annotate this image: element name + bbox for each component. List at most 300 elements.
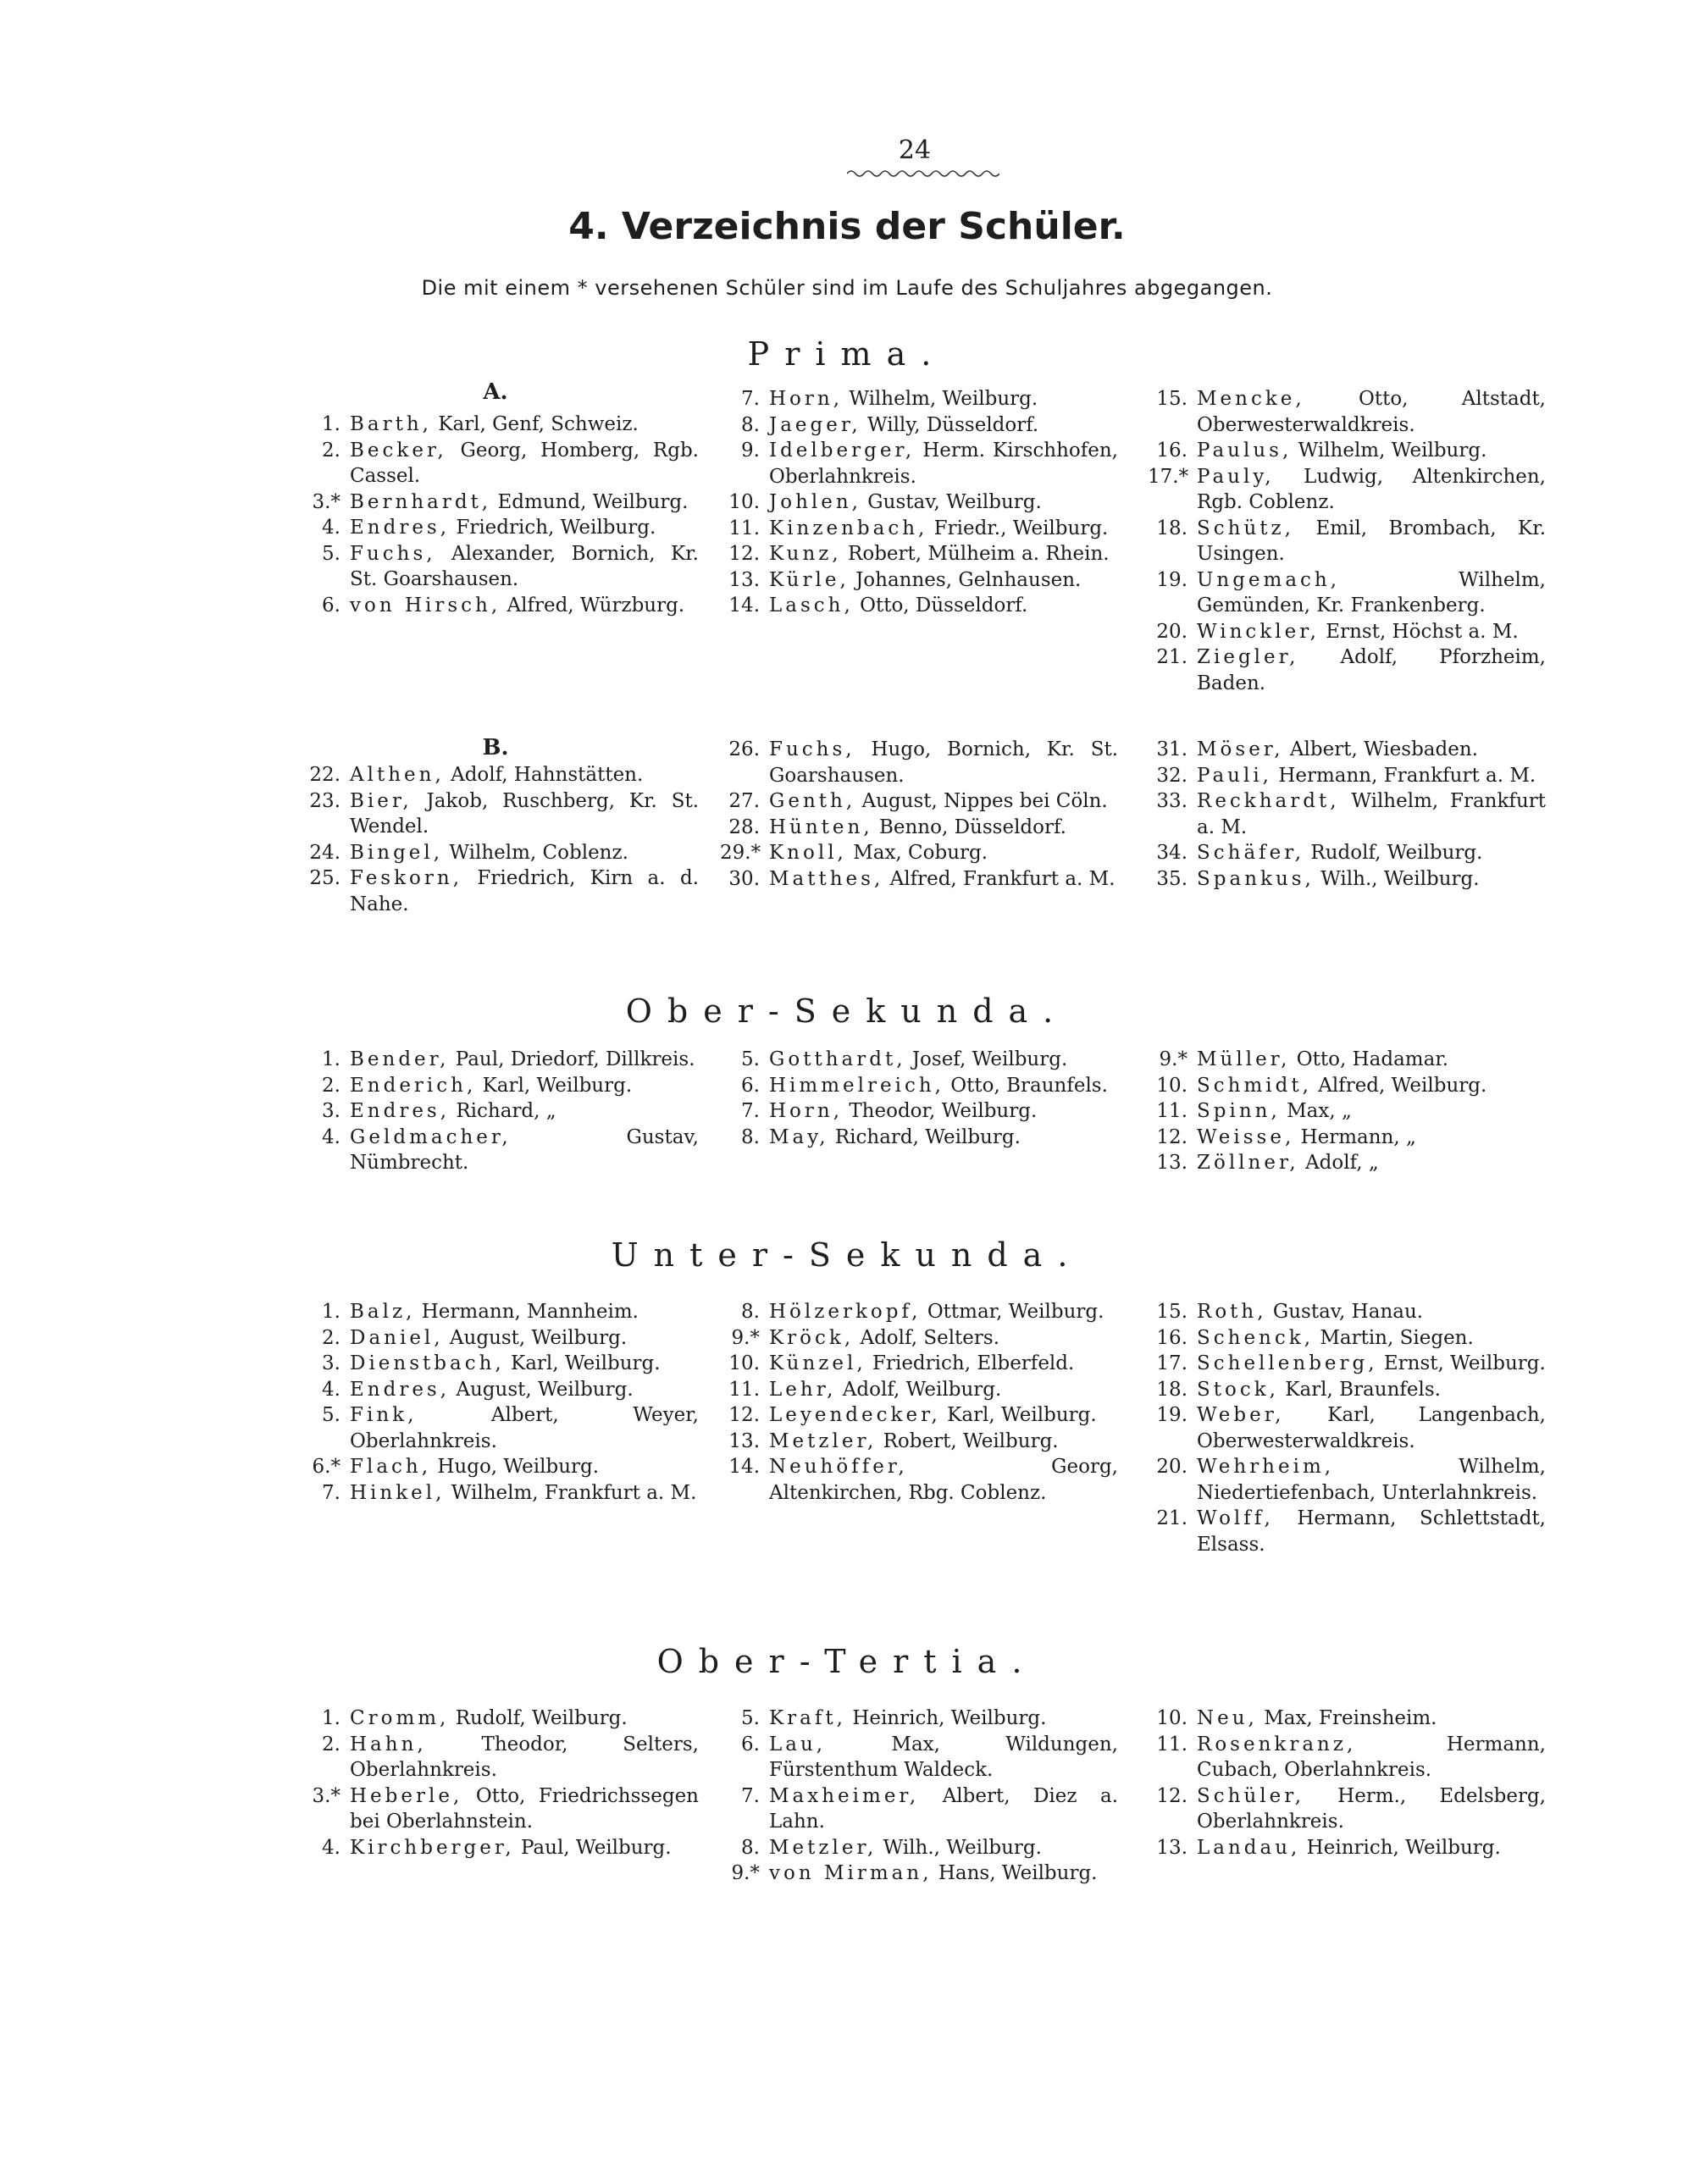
- student-details: August, Weilburg.: [456, 1378, 634, 1401]
- entry-number: 3.*: [312, 1784, 340, 1807]
- entry-text: [769, 1706, 1118, 1732]
- student-entry: [1148, 1732, 1546, 1783]
- entry-number: 4.: [322, 1836, 340, 1859]
- student-surname: Kirchberger,: [350, 1836, 515, 1859]
- entry-text: [1197, 1150, 1546, 1176]
- entry-text: [1197, 763, 1546, 789]
- entry-text: [769, 1861, 1118, 1887]
- entry-text: [769, 541, 1118, 567]
- student-surname: Wolff,: [1197, 1507, 1274, 1529]
- entry-number: 1.: [322, 413, 340, 435]
- student-surname: Kraft,: [769, 1707, 846, 1729]
- student-entry: [1148, 1073, 1546, 1099]
- student-entry: [720, 840, 1118, 866]
- student-entry: [1148, 1506, 1546, 1557]
- student-entry: [720, 1835, 1118, 1861]
- withdrawn-marker: *: [750, 1326, 760, 1349]
- entry-text: [350, 1783, 699, 1835]
- student-surname: Horn,: [769, 1100, 844, 1122]
- entry-text: [1197, 1402, 1546, 1454]
- student-details: Gustav, Nümbrecht.: [350, 1125, 699, 1174]
- entry-number: 7.: [741, 1784, 760, 1807]
- student-surname: Jaeger,: [769, 413, 861, 436]
- entry-number: 5.: [322, 1404, 340, 1426]
- student-entry: [301, 515, 699, 541]
- withdrawn-marker: *: [330, 1456, 340, 1478]
- student-entry: [1148, 763, 1546, 789]
- entry-number: 12.: [728, 1404, 760, 1426]
- student-details: Rudolf, Weilburg.: [455, 1707, 628, 1729]
- student-details: Karl, Weilburg.: [511, 1352, 661, 1374]
- entry-text: [350, 489, 699, 516]
- entry-number: 11.: [728, 517, 760, 539]
- entry-text: [1197, 1299, 1546, 1325]
- student-entry: [301, 1325, 699, 1352]
- entry-text: [350, 1047, 699, 1073]
- entry-text: [769, 1377, 1118, 1403]
- ober-tertia-column-2: [720, 1706, 1118, 1887]
- student-entry: [1148, 1402, 1546, 1454]
- entry-number: 2.: [322, 1074, 340, 1097]
- subsection-heading-b: B.: [482, 735, 509, 760]
- student-details: Alexander, Bornich, Kr. St. Goarshausen.: [350, 542, 699, 590]
- entry-text: [350, 515, 699, 541]
- entry-number: 20.: [1156, 1456, 1187, 1478]
- student-surname: Schellenberg,: [1197, 1352, 1378, 1374]
- student-entry: [720, 1454, 1118, 1506]
- student-surname: Daniel,: [350, 1326, 444, 1349]
- student-details: August, Nippes bei Cöln.: [861, 790, 1108, 812]
- entry-text: [350, 1351, 699, 1377]
- entry-number: 3.: [322, 1352, 340, 1374]
- student-surname: Wehrheim,: [1197, 1456, 1335, 1478]
- entry-number: 10.: [1156, 1707, 1187, 1729]
- prima-b-column-3: [1148, 737, 1546, 892]
- entry-number: 16.: [1156, 1326, 1187, 1349]
- entry-number: 5.: [322, 542, 340, 565]
- prima-a-column-3: [1148, 386, 1546, 696]
- entry-number: 24.: [309, 841, 340, 864]
- entry-number: 4.: [322, 1378, 340, 1401]
- student-surname: Ungemach,: [1197, 568, 1341, 591]
- entry-number: 23.: [309, 789, 340, 812]
- student-details: Adolf, Selters.: [860, 1326, 1000, 1349]
- prima-b-column-2: [720, 737, 1118, 892]
- student-surname: Lasch,: [769, 594, 854, 616]
- student-entry: [1148, 1325, 1546, 1352]
- student-details: Wilhelm, Weilburg.: [1298, 440, 1487, 462]
- student-entry: [720, 1377, 1118, 1403]
- student-surname: Hünten,: [769, 816, 873, 838]
- entry-text: [1197, 1835, 1546, 1861]
- student-surname: Schüler,: [1197, 1784, 1305, 1807]
- student-entry: [301, 1047, 699, 1073]
- entry-number: 32.: [1156, 764, 1187, 787]
- withdrawn-marker: *: [750, 842, 761, 864]
- student-entry: [1148, 1454, 1546, 1506]
- withdrawn-marker: *: [1177, 1048, 1187, 1070]
- entry-number: 27.: [728, 790, 760, 812]
- student-surname: Kunz,: [769, 543, 842, 565]
- withdrawn-marker: *: [1178, 465, 1189, 488]
- entry-text: [350, 1125, 699, 1176]
- student-surname: Himmelreich,: [769, 1074, 944, 1097]
- student-entry: [1148, 866, 1546, 893]
- entry-text: [769, 1047, 1118, 1073]
- entry-text: [1197, 1351, 1546, 1377]
- student-surname: Endres,: [350, 1378, 451, 1401]
- entry-text: [1197, 464, 1546, 516]
- entry-text: [769, 1299, 1118, 1325]
- entry-text: [1197, 840, 1546, 866]
- section-title-unter-sekunda: Unter-Sekunda.: [611, 1236, 1083, 1274]
- student-details: Richard, Weilburg.: [834, 1125, 1021, 1148]
- student-details: Willy, Düsseldorf.: [866, 413, 1039, 436]
- student-entry: [1148, 567, 1546, 619]
- student-surname: Lau,: [769, 1733, 827, 1755]
- student-surname: Knoll,: [769, 842, 847, 864]
- entry-number: 7.: [322, 1481, 340, 1504]
- student-entry: [301, 1299, 699, 1325]
- entry-number: 12.: [1156, 1125, 1187, 1148]
- student-details: Johannes, Gelnhausen.: [855, 568, 1082, 591]
- student-entry: [301, 412, 699, 438]
- student-details: Rudolf, Weilburg.: [1310, 842, 1483, 864]
- student-details: Alfred, Frankfurt a. M.: [889, 867, 1115, 890]
- entry-text: [1197, 1454, 1546, 1506]
- entry-number: 10.: [1156, 1074, 1187, 1097]
- entry-text: [769, 386, 1118, 412]
- entry-text: [350, 593, 699, 619]
- student-surname: Fink,: [350, 1404, 418, 1426]
- entry-text: [769, 489, 1118, 516]
- student-entry: [720, 438, 1118, 489]
- student-surname: Kürle,: [769, 568, 850, 591]
- withdrawn-marker: *: [330, 490, 340, 513]
- student-surname: Maxheimer,: [769, 1784, 920, 1807]
- student-entry: [720, 1351, 1118, 1377]
- entry-text: [350, 840, 699, 866]
- entry-number: 7.: [741, 388, 760, 410]
- student-entry: [720, 1047, 1118, 1073]
- student-surname: Althen,: [350, 764, 445, 786]
- prima-a-column-2: [720, 386, 1118, 619]
- entry-number: 20.: [1156, 620, 1187, 643]
- student-details: Friedrich, Elberfeld.: [872, 1352, 1075, 1374]
- student-entry: [301, 1073, 699, 1099]
- student-entry: [1148, 1351, 1546, 1377]
- student-entry: [301, 1454, 699, 1480]
- entry-text: [769, 1325, 1118, 1352]
- student-surname: Hahn,: [350, 1733, 427, 1755]
- entry-number: 2.: [322, 439, 340, 462]
- student-surname: Paulus,: [1197, 440, 1293, 462]
- student-surname: Kinzenbach,: [769, 517, 928, 539]
- entry-number: 10.: [728, 491, 760, 513]
- student-details: Otto, Friedrichssegen bei Oberlahnstein.: [350, 1784, 699, 1833]
- student-entry: [1148, 1299, 1546, 1325]
- student-details: Max, Coburg.: [853, 842, 988, 864]
- entry-text: [1197, 1732, 1546, 1783]
- student-details: Karl, Weilburg.: [482, 1074, 633, 1097]
- entry-text: [1197, 1073, 1546, 1099]
- student-details: Max, Freinsheim.: [1264, 1707, 1437, 1729]
- student-entry: [301, 541, 699, 593]
- student-entry: [720, 1299, 1118, 1325]
- entry-text: [769, 438, 1118, 489]
- student-surname: Schmidt,: [1197, 1074, 1312, 1097]
- student-details: Robert, Weilburg.: [883, 1429, 1059, 1452]
- entry-number: 9.: [741, 440, 760, 462]
- student-details: Friedrich, Kirn a. d. Nahe.: [350, 867, 699, 915]
- student-entry: [720, 541, 1118, 567]
- page-number: 24: [898, 135, 932, 165]
- student-details: Wilhelm, Frankfurt a. M.: [451, 1481, 697, 1504]
- student-surname: Becker,: [350, 439, 447, 462]
- unter-sekunda-column-1: [301, 1299, 699, 1506]
- student-surname: Barth,: [350, 413, 432, 435]
- student-surname: Geldmacher,: [350, 1125, 512, 1148]
- student-entry: [1148, 1783, 1546, 1835]
- student-entry: [1148, 788, 1546, 840]
- student-details: Theodor, Selters, Oberlahnkreis.: [350, 1733, 699, 1781]
- student-entry: [720, 1325, 1118, 1352]
- student-details: Karl, Langenbach, Oberwesterwaldkreis.: [1197, 1404, 1546, 1452]
- entry-text: [1197, 619, 1546, 645]
- entry-number: 4.: [322, 1125, 340, 1148]
- entry-number: 33.: [1156, 790, 1187, 812]
- student-entry: [1148, 516, 1546, 567]
- student-details: Ludwig, Altenkirchen, Rgb. Coblenz.: [1197, 465, 1546, 513]
- entry-text: [1197, 788, 1546, 840]
- entry-number: 11.: [1156, 1733, 1187, 1755]
- student-surname: Balz,: [350, 1301, 416, 1323]
- student-surname: Neu,: [1197, 1707, 1258, 1729]
- student-entry: [1148, 1377, 1546, 1403]
- student-entry: [720, 593, 1118, 619]
- entry-number: 6.: [741, 1733, 760, 1755]
- student-details: Karl, Braunfels.: [1285, 1378, 1441, 1401]
- student-details: Emil, Brombach, Kr. Usingen.: [1197, 517, 1547, 565]
- entry-number: 8.: [741, 413, 760, 436]
- student-details: Ottmar, Weilburg.: [927, 1301, 1104, 1323]
- entry-number: 7.: [741, 1100, 760, 1122]
- student-surname: Fuchs,: [769, 738, 855, 760]
- entry-number: 21.: [1156, 1507, 1187, 1529]
- student-details: Adolf, Pforzheim, Baden.: [1197, 646, 1546, 694]
- withdrawn-marker: *: [750, 1862, 760, 1884]
- student-surname: Reckhardt,: [1197, 790, 1340, 812]
- student-details: Alfred, Weilburg.: [1318, 1074, 1487, 1097]
- student-surname: Johlen,: [769, 491, 861, 513]
- entry-number: 8.: [741, 1836, 760, 1859]
- student-details: Benno, Düsseldorf.: [878, 816, 1066, 838]
- entry-number: 2.: [322, 1326, 340, 1349]
- unter-sekunda-column-3: [1148, 1299, 1546, 1557]
- entry-text: [769, 412, 1118, 439]
- student-surname: Endres,: [350, 1100, 451, 1122]
- student-entry: [301, 1480, 699, 1507]
- student-details: Theodor, Weilburg.: [849, 1100, 1038, 1122]
- entry-number: 21.: [1156, 646, 1187, 668]
- student-details: Hermann, Mannheim.: [421, 1301, 639, 1323]
- student-entry: [720, 516, 1118, 542]
- student-details: Adolf, Hahnstätten.: [451, 764, 644, 786]
- entry-text: [1197, 516, 1546, 567]
- student-details: Hugo, Weilburg.: [437, 1456, 600, 1478]
- student-entry: [720, 1783, 1118, 1835]
- entry-text: [769, 866, 1118, 893]
- entry-number: 6.: [741, 1074, 760, 1097]
- student-entry: [1148, 386, 1546, 438]
- entry-text: [769, 1402, 1118, 1429]
- entry-text: [350, 1454, 699, 1480]
- student-details: Richard, „: [456, 1100, 556, 1122]
- entry-number: 13.: [1156, 1836, 1187, 1859]
- student-surname: Hinkel,: [350, 1481, 446, 1504]
- student-entry: [720, 1429, 1118, 1455]
- student-details: Karl, Genf, Schweiz.: [438, 413, 639, 435]
- entry-text: [350, 438, 699, 489]
- entry-text: [1197, 438, 1546, 464]
- student-details: Friedrich, Weilburg.: [456, 517, 656, 539]
- student-entry: [301, 762, 699, 788]
- student-surname: Spankus,: [1197, 867, 1315, 890]
- student-entry: [720, 737, 1118, 788]
- student-details: August, Weilburg.: [449, 1326, 628, 1349]
- student-entry: [1148, 619, 1546, 645]
- entry-number: 31.: [1156, 738, 1187, 760]
- student-surname: von Hirsch,: [350, 594, 501, 616]
- entry-number: 6.: [322, 594, 340, 616]
- withdrawal-note: Die mit einem * versehenen Schüler sind im Laufe des Schuljahres abgegangen.: [421, 276, 1273, 300]
- entry-text: [769, 1351, 1118, 1377]
- student-surname: Weber,: [1197, 1404, 1285, 1426]
- student-details: Otto, Hadamar.: [1296, 1048, 1449, 1070]
- entry-text: [350, 1073, 699, 1099]
- entry-text: [350, 1480, 699, 1507]
- student-entry: [1148, 840, 1546, 866]
- ober-sekunda-column-2: [720, 1047, 1118, 1150]
- student-surname: Horn,: [769, 388, 844, 410]
- student-details: Albert, Diez a. Lahn.: [769, 1784, 1118, 1833]
- entry-number: 6.*: [312, 1456, 340, 1478]
- student-surname: Endres,: [350, 517, 451, 539]
- entry-number: 17.*: [1148, 465, 1189, 488]
- student-details: Wilh., Weilburg.: [883, 1836, 1042, 1859]
- student-details: Georg, Altenkirchen, Rbg. Coblenz.: [769, 1456, 1118, 1504]
- entry-text: [1197, 1706, 1546, 1732]
- student-entry: [720, 386, 1118, 412]
- entry-text: [350, 412, 699, 438]
- student-details: Wilhelm, Niedertiefenbach, Unterlahnkreis.: [1197, 1456, 1546, 1504]
- student-details: Wilhelm, Gemünden, Kr. Frankenberg.: [1197, 568, 1546, 616]
- entry-text: [350, 541, 699, 593]
- student-details: Paul, Driedorf, Dillkreis.: [455, 1048, 695, 1070]
- student-details: Ernst, Höchst a. M.: [1326, 620, 1519, 643]
- entry-text: [1197, 1783, 1546, 1835]
- student-surname: Pauli,: [1197, 764, 1272, 787]
- unter-sekunda-column-2: [720, 1299, 1118, 1506]
- entry-text: [350, 1377, 699, 1403]
- entry-number: 29.*: [720, 842, 761, 864]
- student-details: Hermann, Schlettstadt, Elsass.: [1197, 1507, 1546, 1556]
- student-surname: Fuchs,: [350, 542, 436, 565]
- entry-number: 18.: [1156, 517, 1187, 539]
- student-entry: [720, 1861, 1118, 1887]
- student-surname: Hölzerkopf,: [769, 1301, 922, 1323]
- student-surname: Bender,: [350, 1048, 450, 1070]
- student-details: Gustav, Weilburg.: [867, 491, 1042, 513]
- student-details: Herm. Kirschhofen, Oberlahnkreis.: [769, 440, 1118, 488]
- student-entry: [301, 489, 699, 516]
- student-surname: Genth,: [769, 790, 856, 812]
- student-details: Max, Wildungen, Fürstenthum Waldeck.: [769, 1733, 1118, 1781]
- student-entry: [720, 1732, 1118, 1783]
- student-details: Adolf, „: [1305, 1152, 1379, 1174]
- student-entry: [720, 815, 1118, 841]
- student-details: Georg, Homberg, Rgb. Cassel.: [350, 439, 699, 487]
- student-entry: [301, 840, 699, 866]
- student-details: Edmund, Weilburg.: [497, 490, 689, 513]
- ober-tertia-column-1: [301, 1706, 699, 1861]
- section-title-ober-tertia: Ober-Tertia.: [656, 1643, 1038, 1680]
- student-surname: Schenck,: [1197, 1326, 1315, 1349]
- student-entry: [1148, 1706, 1546, 1732]
- student-entry: [720, 1706, 1118, 1732]
- entry-text: [769, 1732, 1118, 1783]
- student-details: Albert, Wiesbaden.: [1289, 738, 1478, 760]
- entry-text: [769, 1835, 1118, 1861]
- student-surname: Metzler,: [769, 1429, 877, 1452]
- entry-text: [350, 762, 699, 788]
- withdrawn-marker: *: [330, 1784, 340, 1807]
- entry-number: 1.: [322, 1048, 340, 1070]
- prima-b-column-1: [301, 762, 699, 917]
- student-details: Otto, Altstadt, Oberwesterwaldkreis.: [1197, 388, 1546, 436]
- student-details: Wilh., Weilburg.: [1320, 867, 1480, 890]
- student-surname: Pauly,: [1197, 465, 1275, 488]
- entry-number: 28.: [728, 816, 760, 838]
- student-entry: [301, 1351, 699, 1377]
- section-title-prima: Prima.: [747, 335, 947, 373]
- student-surname: Stock,: [1197, 1378, 1279, 1401]
- student-entry: [1148, 1835, 1546, 1861]
- student-details: Otto, Düsseldorf.: [860, 594, 1028, 616]
- student-surname: Idelberger,: [769, 440, 916, 462]
- student-surname: Schütz,: [1197, 517, 1294, 539]
- entry-text: [1197, 386, 1546, 438]
- student-entry: [720, 788, 1118, 815]
- student-entry: [720, 1402, 1118, 1429]
- student-entry: [301, 1377, 699, 1403]
- ober-tertia-column-3: [1148, 1706, 1546, 1861]
- student-details: Friedr., Weilburg.: [933, 517, 1109, 539]
- entry-number: 19.: [1156, 1404, 1187, 1426]
- entry-text: [350, 1402, 699, 1454]
- student-surname: Flach,: [350, 1456, 432, 1478]
- entry-text: [769, 1125, 1118, 1151]
- student-surname: Bier,: [350, 789, 412, 812]
- entry-text: [1197, 1047, 1546, 1073]
- entry-number: 16.: [1156, 440, 1187, 462]
- entry-number: 13.: [728, 568, 760, 591]
- entry-text: [350, 1732, 699, 1783]
- entry-text: [769, 737, 1118, 788]
- student-entry: [1148, 644, 1546, 696]
- student-details: Alfred, Würzburg.: [507, 594, 685, 616]
- entry-number: 5.: [741, 1048, 760, 1070]
